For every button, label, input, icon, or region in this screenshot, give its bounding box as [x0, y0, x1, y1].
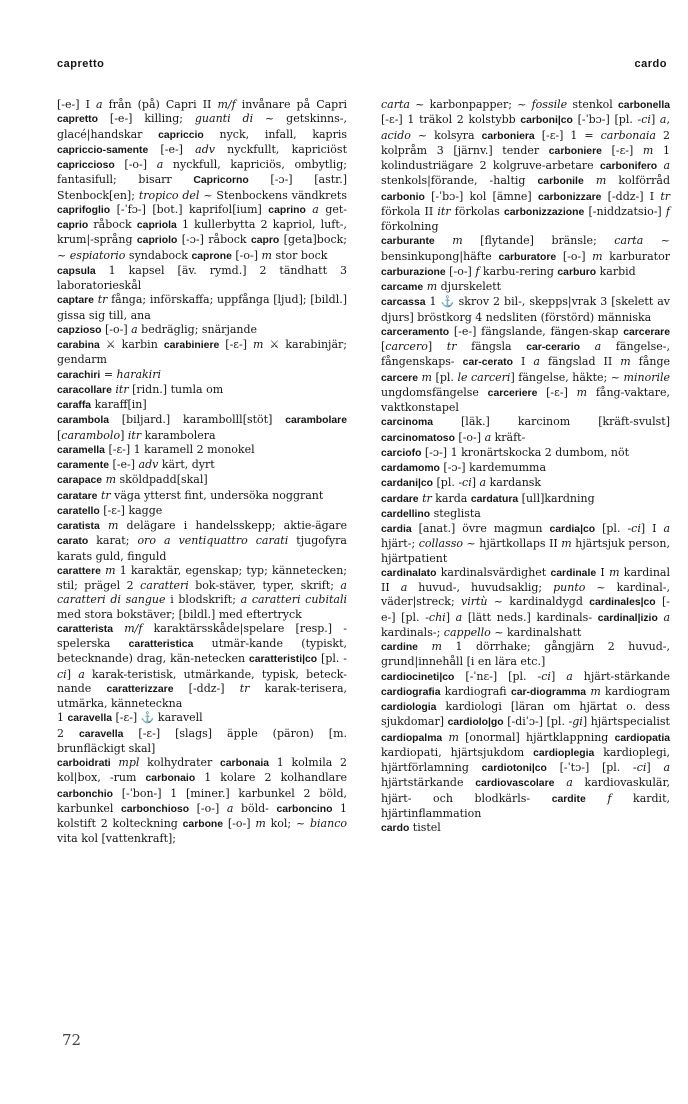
dictionary-entry: caratello [-ɛ-] kagge	[57, 503, 163, 517]
dictionary-entry: cardani|co [pl. -ci] a kardansk	[381, 476, 542, 490]
dictionary-entry: carabina ⚔ karbin carabiniere [-ɛ-] m ⚔ karabinjär; gendarm	[57, 338, 347, 367]
dictionary-entry: carachiri = harakiri	[57, 367, 161, 381]
dictionary-entry: carcassa 1 ⚓ skrov 2 bil-, skepps|vrak 3 [skelett av djurs] bröstkorg 4 nedsliten (förstörd) människa	[381, 295, 670, 324]
dictionary-entry: 2 caravella [-ɛ-] [slags] äpple (päron) [m. brunfläckigt skal]	[57, 726, 347, 755]
dictionary-entry: carattere m 1 karaktär, egenskap; typ; kännetecken; stil; prägel 2 caratteri bok-stäver, typer, skrift; a caratteri di sangue i blodskrift; a caratteri cubitali med stora bokstäver; [bildl.] med eftertryck	[57, 563, 347, 621]
dictionary-entry: cardare tr karda cardatura [ull]kardning	[381, 491, 595, 505]
dictionary-entry: caratare tr väga ytterst fint, undersöka noggrant	[57, 488, 324, 502]
dictionary-entry: caramente [-e-] adv kärt, dyrt	[57, 458, 215, 471]
right-running-head: cardo	[634, 58, 667, 70]
dictionary-entry: carciofo [-ɔ-] 1 kronärtskocka 2 dumbom, nöt	[381, 445, 630, 459]
dictionary-entry: carceramento [-e-] fängslande, fängen-skap carcerare [carcero] tr fängsla car-cerario a fängelse-, fångenskaps- car-cerato I a fängslad II m fånge carcere m [pl. le carceri] fängelse, häkte; ~ minorile ungdomsfängelse carceriere [-ɛ-] m fång-vaktare, vaktkonstapel	[381, 324, 671, 414]
dictionary-entry: cardine m 1 dörrhake; gångjärn 2 huvud-, grund|innehåll [i en lära etc.]	[381, 640, 670, 669]
dictionary-entry: 1 caravella [-ɛ-] ⚓ karavell	[57, 711, 203, 725]
left-column	[57, 98, 347, 847]
dictionary-entry: cardellino steglista	[381, 506, 481, 520]
right-column	[381, 98, 670, 836]
dictionary-entry: caramella [-ɛ-] 1 karamell 2 monokel	[57, 442, 255, 456]
dictionary-entry: cardinalato kardinalsvärdighet cardinale I m kardinal II a huvud-, huvudsaklig; punto ~ kardinal-, väder|streck; virtù ~ kardinaldygd cardinales|co [-e-] [pl. -chi] a [lätt neds.] kardinals- cardinal|izio a kardinals-; cappello ~ kardinalshatt	[381, 565, 671, 639]
dictionary-entry: cardo tistel	[381, 821, 441, 834]
dictionary-entry: cardamomo [-ɔ-] kardemumma	[381, 461, 547, 474]
dictionary-entry: captare tr fånga; införskaffa; uppfånga [ljud]; [bildl.] gissa sig till, ana	[57, 293, 348, 322]
dictionary-entry: carburante m [flytande] bränsle; carta ~ bensinkupong|häfte carburatore [-o-] m karburator carburazione [-o-] f karbu-rering carburo karbid	[381, 234, 670, 278]
dictionary-entry: caraffa karaff[in]	[57, 398, 147, 411]
page-number: 72	[62, 1031, 82, 1049]
dictionary-entry: carboidrati mpl kolhydrater carbonaia 1 kolmila 2 kol|box, -rum carbonaio 1 kolare 2 kolhandlare carbonchio [-ˈbon-] 1 [miner.] karbunkel 2 böld, karbunkel carbonchioso [-o-] a böld- carboncino 1 kolstift 2 kolteckning carbone [-o-] m kol; ~ bianco vita kol [vattenkraft];	[57, 756, 348, 846]
dictionary-entry: caracollare itr [ridn.] tumla om	[57, 382, 224, 396]
dictionary-entry: carcinoma [läk.] karcinom [kräft-svulst] carcinomatoso [-o-] a kräft-	[381, 415, 670, 444]
dictionary-entry: carapace m sköldpadd[skal]	[57, 473, 208, 487]
dictionary-entry: carambola [biljard.] karambolll[stöt] carambolare [carambolo] itr karambolera	[57, 413, 347, 442]
dictionary-entry: caratista m delägare i handelsskepp; aktie-ägare carato karat; oro a ventiquattro carati tjugofyra karats guld, finguld	[57, 519, 347, 563]
dictionary-entry: cardia [anat.] övre magmun cardia|co [pl. -ci] I a hjärt-; collasso ~ hjärtkollaps II m hjärtsjuk person, hjärtpatient	[381, 522, 670, 565]
dictionary-entry: caratterista m/f karaktärsskåde|spelare [resp.] -spelerska caratteristica utmär-kande (typiskt, betecknande) drag, kän-netecken caratteristi|co [pl. -ci] a karak-teristisk, utmärkande, typisk, beteck-nande caratterizzare [-ddz-] tr karak-terisera, utmärka, känneteckna	[57, 621, 348, 710]
dictionary-entry: capsula 1 kapsel [äv. rymd.] 2 tändhatt 3 laboratorieskål	[57, 263, 347, 292]
dictionary-entry: carta ~ karbonpapper; ~ fossile stenkol carbonella [-ɛ-] 1 träkol 2 kolstybb carboni|co [-ˈbɔ-] [pl. -ci] a, acido ~ kolsyra carboniera [-ɛ-] 1 = carbonaia 2 kolpråm 3 [järnv.] tender carboniere [-ɛ-] m 1 kolindustriägare 2 kolgruve-arbetare carbonifero a stenkols|förande, -haltig carbonile m kolförråd carbonio [-ˈbɔ-] kol [ämne] carbonizzare [-ddz-] I tr förkola II itr förkolas carbonizzazione [-niddzatsio-] f förkolning	[381, 98, 671, 233]
dictionary-entry: capzioso [-o-] a bedräglig; snärjande	[57, 322, 258, 336]
dictionary-entry: [-e-] I a från (på) Capri II m/f invånare på Capri capretto [-e-] killing; guanti di ~ getskinns-, glacé|handskar capriccio nyck, infall, kapris capriccio-samente [-e-] adv nyckfullt, kapriciöst capriccioso [-o-] a nyckfull, kapriciös, ombytlig; fantasifull; bisarr Capricorno [-ɔ-] [astr.] Stenbock[en]; tropico del ~ Stenbockens vändkrets caprifoglio [-ˈfɔ-] [bot.] kaprifol[ium] caprino a get- caprio råbock capriola 1 kullerbytta 2 kapriol, luft-, krum|-språng capriolo [-ɔ-] råbock capro [geta]bock; ~ espiatorio syndabock caprone [-o-] m stor bock	[57, 98, 348, 262]
left-running-head: capretto	[57, 58, 105, 70]
dictionary-entry: carcame m djurskelett	[381, 280, 502, 293]
dictionary-entry: cardiocineti|co [-ˈnɛ-] [pl. -ci] a hjärt-stärkande cardiografia kardiografi car-diogramma m kardiogram cardiologia kardiologi [läran om hjärtat o. dess sjukdomar] cardiolo|go [-diˈɔ-] [pl. -gi] hjärtspecialist cardiopalma m [onormal] hjärtklappning cardiopatia kardiopati, hjärtsjukdom cardioplegia kardioplegi, hjärtförlamning cardiotoni|co [-ˈtɔ-] [pl. -ci] a hjärtstärkande cardiovascolare a kardiovaskulär, hjärt- och blodkärls- cardite f kardit, hjärtinflammation	[381, 669, 671, 820]
